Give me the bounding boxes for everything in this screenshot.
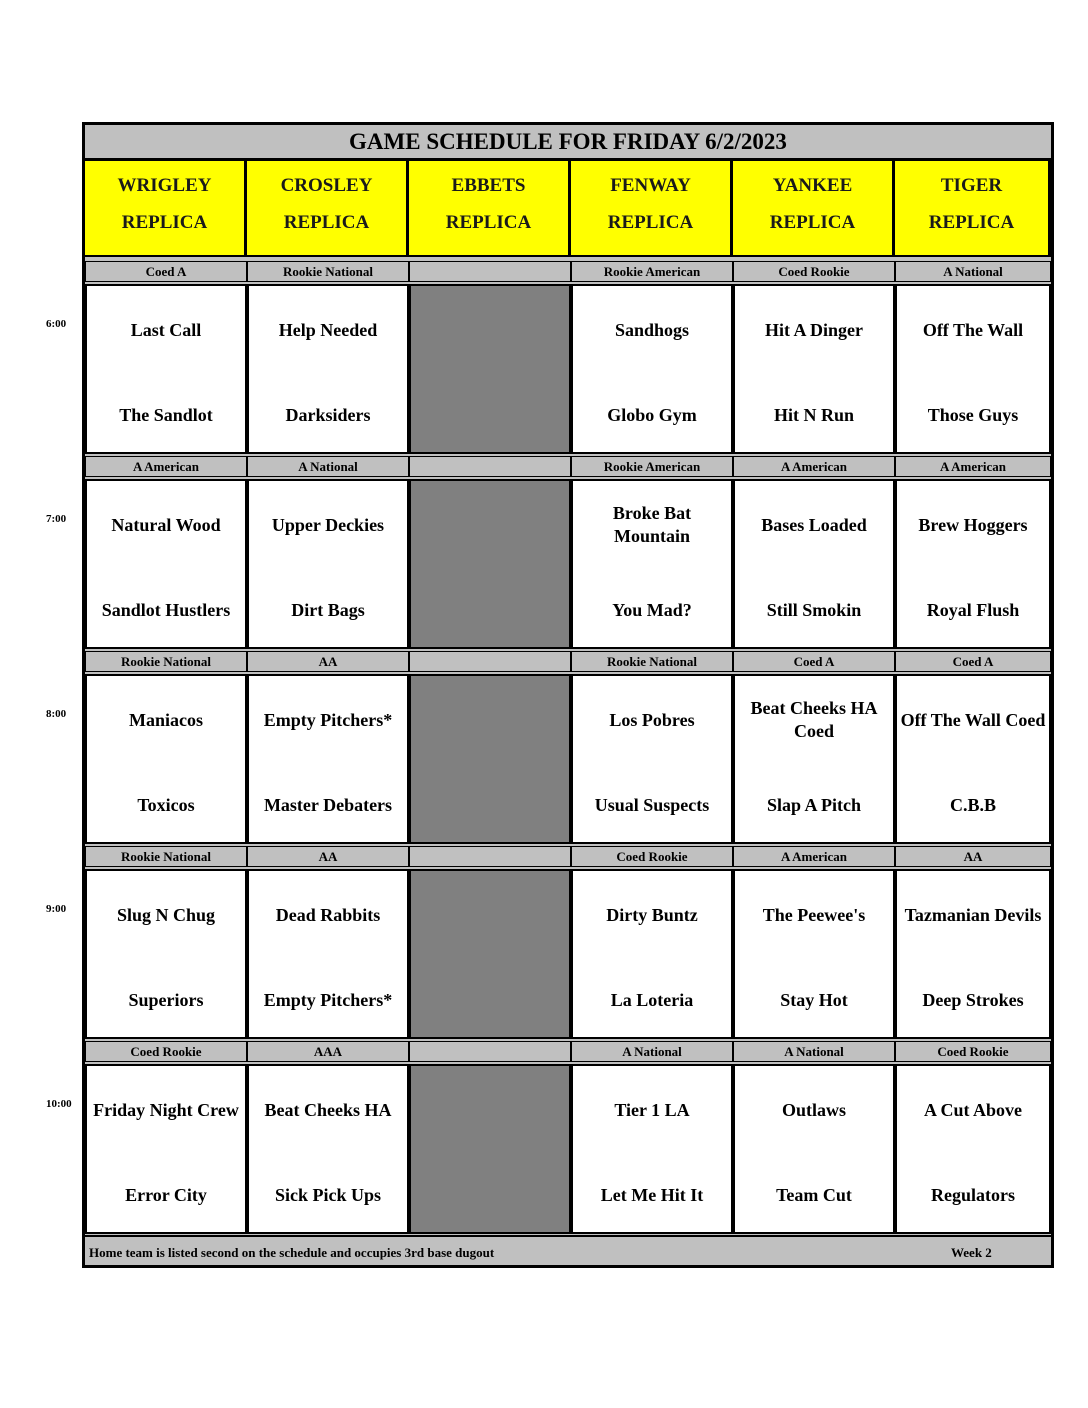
visiting-team: The Peewee's (762, 904, 866, 925)
division-label: A National (895, 261, 1051, 282)
division-row (85, 1041, 1051, 1064)
home-team: Empty Pitchers* (263, 989, 393, 1010)
home-team-note: Home team is listed second on the schedule and occupies 3rd base dugout (89, 1245, 495, 1260)
visiting-team: Sandhogs (614, 319, 690, 340)
visiting-team: Los Pobres (609, 709, 695, 730)
field-name: TIGER (940, 175, 1003, 196)
game-cell (247, 479, 409, 649)
time-label: 8:00 (46, 708, 67, 720)
game-row (85, 869, 1051, 1041)
division-label: Rookie American (571, 261, 733, 282)
field-sub: REPLICA (607, 212, 694, 233)
time-label: 9:00 (46, 903, 67, 915)
visiting-team: Dirty Buntz (606, 904, 698, 925)
division-label: Coed Rookie (85, 1041, 247, 1062)
game-cell (571, 674, 733, 844)
division-label: Rookie National (85, 846, 247, 867)
home-team: Let Me Hit It (600, 1184, 704, 1205)
field-header-3 (571, 161, 733, 257)
home-team: Hit N Run (773, 404, 854, 425)
home-team: Still Smokin (766, 599, 862, 620)
closed-field-cell (409, 479, 571, 649)
closed-field-cell (409, 869, 571, 1039)
division-label: AAA (247, 1041, 409, 1062)
game-row (85, 674, 1051, 846)
visiting-team: Last Call (130, 319, 202, 340)
game-cell (733, 869, 895, 1039)
division-label: Rookie American (571, 456, 733, 477)
game-cell (895, 674, 1051, 844)
schedule-table (82, 122, 1054, 1268)
home-team: You Mad? (612, 599, 692, 620)
visiting-team: Broke Bat Mountain (612, 503, 692, 546)
division-label: Coed A (85, 261, 247, 282)
visiting-team: Slug N Chug (116, 904, 216, 925)
division-label: A American (895, 456, 1051, 477)
division-row (85, 651, 1051, 674)
home-team: Regulators (931, 1184, 1015, 1205)
game-cell (895, 284, 1051, 454)
visiting-team: Beat Cheeks HA (264, 1099, 392, 1120)
field-sub: REPLICA (283, 212, 370, 233)
field-header-0 (85, 161, 247, 257)
division-label: Rookie National (247, 261, 409, 282)
visiting-team: Help Needed (278, 319, 378, 340)
game-cell (571, 1064, 733, 1234)
home-team: Dirt Bags (291, 599, 365, 620)
game-cell (895, 869, 1051, 1039)
game-cell (85, 1064, 247, 1234)
visiting-team: Off The Wall (922, 319, 1024, 340)
visiting-team: Friday Night Crew (93, 1099, 239, 1120)
game-cell (85, 869, 247, 1039)
division-label: Coed Rookie (895, 1041, 1051, 1062)
game-cell (733, 1064, 895, 1234)
visiting-team: Beat Cheeks HA Coed (750, 698, 878, 741)
game-cell (733, 479, 895, 649)
schedule-title: GAME SCHEDULE FOR FRIDAY 6/2/2023 (85, 125, 1051, 161)
game-cell (571, 869, 733, 1039)
division-label: AA (895, 846, 1051, 867)
home-team: La Loteria (610, 989, 694, 1010)
home-team: Slap A Pitch (766, 794, 862, 815)
visiting-team: Bases Loaded (761, 514, 867, 535)
visiting-team: Natural Wood (111, 514, 221, 535)
field-sub: REPLICA (769, 212, 856, 233)
game-cell (247, 869, 409, 1039)
visiting-team: Off The Wall Coed (900, 709, 1046, 730)
visiting-team: Maniacos (129, 709, 203, 730)
visiting-team: A Cut Above (923, 1099, 1022, 1120)
field-name: CROSLEY (280, 175, 373, 196)
division-label (409, 456, 571, 477)
game-cell (247, 674, 409, 844)
closed-field-cell (409, 1064, 571, 1234)
game-row (85, 1064, 1051, 1236)
home-team: Error City (125, 1184, 207, 1205)
visiting-team: Tier 1 LA (614, 1099, 690, 1120)
field-name: WRIGLEY (117, 175, 212, 196)
visiting-team: Outlaws (781, 1099, 846, 1120)
division-label: Rookie National (571, 651, 733, 672)
game-cell (895, 479, 1051, 649)
time-label: 7:00 (46, 513, 67, 525)
time-label: 6:00 (46, 318, 67, 330)
home-team: Globo Gym (607, 404, 697, 425)
home-team: Superiors (128, 989, 204, 1010)
game-cell (571, 284, 733, 454)
division-label: A National (247, 456, 409, 477)
division-row (85, 261, 1051, 284)
game-cell (733, 284, 895, 454)
field-header-2 (409, 161, 571, 257)
visiting-team: Hit A Dinger (765, 319, 863, 340)
home-team: Team Cut (776, 1184, 852, 1205)
field-header-5 (895, 161, 1051, 257)
week-label: Week 2 (951, 1245, 992, 1260)
visiting-team: Empty Pitchers* (263, 709, 393, 730)
home-team: Darksiders (285, 404, 371, 425)
home-team: Usual Suspects (594, 794, 710, 815)
division-label (409, 651, 571, 672)
field-sub: REPLICA (928, 212, 1015, 233)
home-team: The Sandlot (119, 404, 213, 425)
game-row (85, 284, 1051, 456)
home-team: Those Guys (927, 404, 1019, 425)
division-label: A National (733, 1041, 895, 1062)
closed-field-cell (409, 674, 571, 844)
division-label: A National (571, 1041, 733, 1062)
division-label: Coed A (895, 651, 1051, 672)
home-team: Stay Hot (780, 989, 848, 1010)
field-name: YANKEE (772, 175, 853, 196)
field-name: FENWAY (610, 175, 691, 196)
game-cell (895, 1064, 1051, 1234)
field-header-row (85, 161, 1051, 259)
division-label (409, 1041, 571, 1062)
division-label: Coed A (733, 651, 895, 672)
home-team: Sick Pick Ups (274, 1184, 382, 1205)
time-label: 10:00 (46, 1098, 72, 1110)
division-label: AA (247, 651, 409, 672)
home-team: Deep Strokes (922, 989, 1024, 1010)
game-cell (247, 1064, 409, 1234)
division-label: AA (247, 846, 409, 867)
visiting-team: Brew Hoggers (918, 514, 1028, 535)
visiting-team: Upper Deckies (271, 514, 385, 535)
visiting-team: Tazmanian Devils (904, 904, 1042, 925)
division-label: A American (733, 456, 895, 477)
division-label (409, 846, 571, 867)
division-label (409, 261, 571, 282)
home-team: Royal Flush (926, 599, 1020, 620)
game-cell (85, 674, 247, 844)
game-cell (571, 479, 733, 649)
footer-bar (85, 1235, 1051, 1265)
division-row (85, 846, 1051, 869)
visiting-team: Dead Rabbits (275, 904, 381, 925)
game-cell (85, 284, 247, 454)
field-sub: REPLICA (121, 212, 208, 233)
field-name: EBBETS (451, 175, 526, 196)
division-label: A American (85, 456, 247, 477)
game-row (85, 479, 1051, 651)
home-team: Toxicos (137, 794, 195, 815)
division-label: Rookie National (85, 651, 247, 672)
closed-field-cell (409, 284, 571, 454)
field-header-4 (733, 161, 895, 257)
division-label: A American (733, 846, 895, 867)
division-label: Coed Rookie (733, 261, 895, 282)
home-team: Master Debaters (263, 794, 393, 815)
game-cell (733, 674, 895, 844)
game-cell (247, 284, 409, 454)
division-label: Coed Rookie (571, 846, 733, 867)
game-cell (85, 479, 247, 649)
home-team: Sandlot Hustlers (101, 599, 231, 620)
field-header-1 (247, 161, 409, 257)
field-sub: REPLICA (445, 212, 532, 233)
home-team: C.B.B (949, 794, 996, 815)
division-row (85, 456, 1051, 479)
